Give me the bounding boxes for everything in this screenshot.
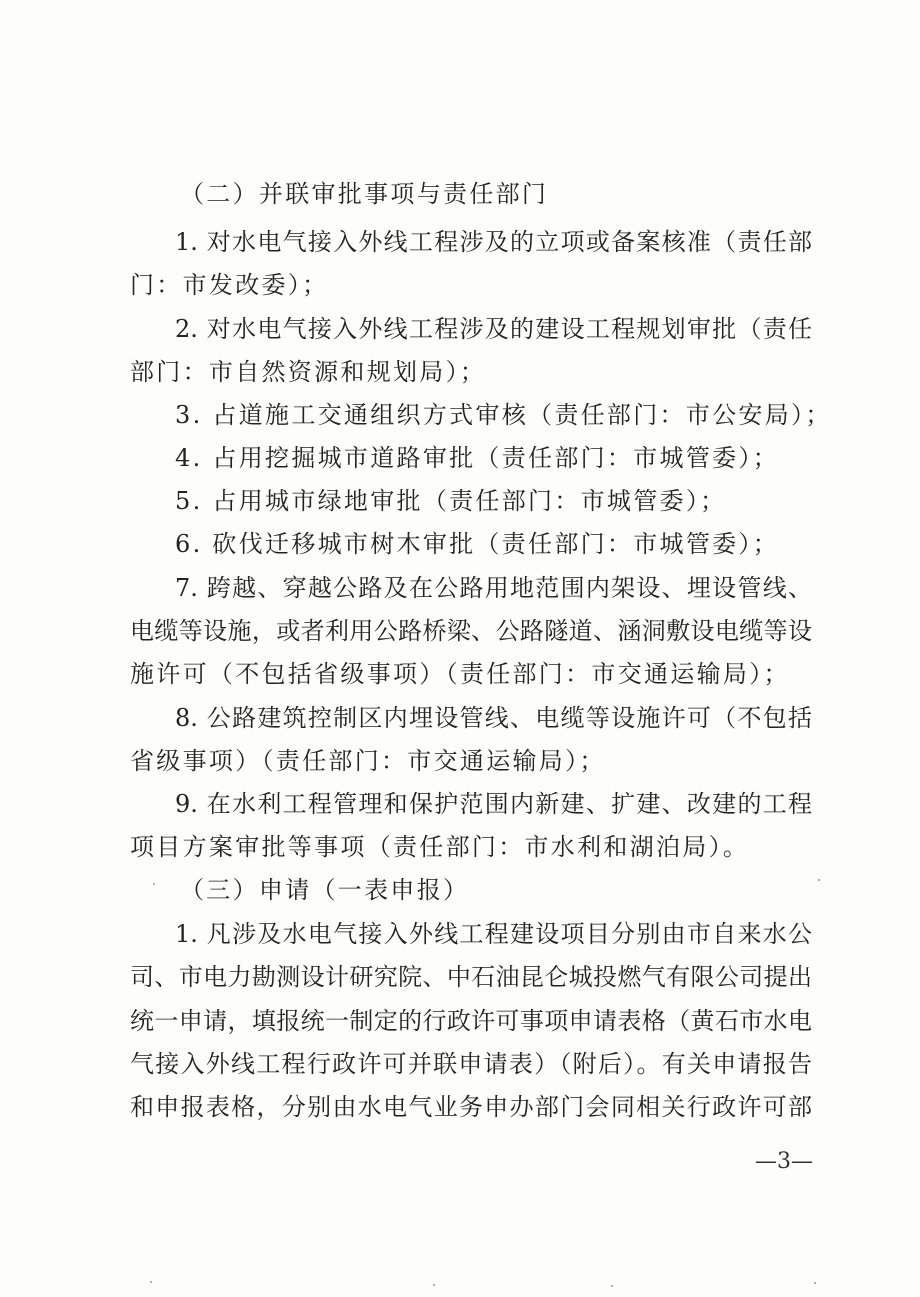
item6-line1: 6. 砍伐迁移城市树木审批（责任部门：市城管委）； (175, 530, 780, 558)
section2-heading: （二）并联审批事项与责任部门 (180, 180, 549, 208)
s3-item1-line1: 1. 凡涉及水电气接入外线工程建设项目分别由市自来水公 (175, 920, 812, 948)
item7-line2: 电缆等设施，或者利用公路桥梁、公路隧道、涵洞敷设电缆等设 (130, 617, 812, 645)
item7-line1: 7. 跨越、穿越公路及在公路用地范围内架设、埋设管线、 (175, 574, 812, 602)
scan-speck (611, 1285, 613, 1287)
item8-line1: 8. 公路建筑控制区内埋设管线、电缆等设施许可（不包括 (175, 704, 812, 732)
item7-line3: 施许可（不包括省级事项）（责任部门：市交通运输局）； (130, 660, 790, 688)
page-number: —3— (755, 1149, 813, 1174)
item8-line2: 省级事项）（责任部门：市交通运输局）； (130, 747, 606, 775)
item4-line1: 4. 占用挖掘城市道路审批（责任部门：市城管委）； (175, 444, 780, 472)
s3-item1-line4: 气接入外线工程行政许可并联申请表）（附后）。有关申请报告 (130, 1050, 812, 1078)
section3-heading: （三）申请（一表申报） (180, 876, 470, 904)
item9-line1: 9. 在水利工程管理和保护范围内新建、扩建、改建的工程 (175, 790, 812, 818)
item1-line2: 门：市发改委）； (130, 271, 329, 299)
scan-speck (153, 883, 155, 885)
item9-line2: 项目方案审批等事项（责任部门：市水利和湖泊局）。 (130, 833, 750, 861)
scan-speck (818, 879, 820, 881)
item1-line1: 1. 对水电气接入外线工程涉及的立项或备案核准（责任部 (175, 228, 812, 256)
scan-speck (150, 1281, 152, 1283)
item5-line1: 5. 占用城市绿地审批（责任部门：市城管委）； (175, 487, 727, 515)
item2-line2: 部门：市自然资源和规划局）； (130, 358, 487, 386)
item2-line1: 2. 对水电气接入外线工程涉及的建设工程规划审批（责任 (175, 315, 812, 343)
s3-item1-line5: 和申报表格，分别由水电气业务申办部门会同相关行政许可部 (130, 1093, 812, 1121)
s3-item1-line3: 统一申请，填报统一制定的行政许可事项申请表格（黄石市水电 (130, 1007, 812, 1035)
item3-line1: 3. 占道施工交通组织方式审核（责任部门：市公安局）； (175, 401, 832, 429)
scan-speck (433, 1284, 435, 1286)
s3-item1-line2: 司、市电力勘测设计研究院、中石油昆仑城投燃气有限公司提出 (130, 963, 812, 991)
scan-speck (814, 1282, 816, 1284)
